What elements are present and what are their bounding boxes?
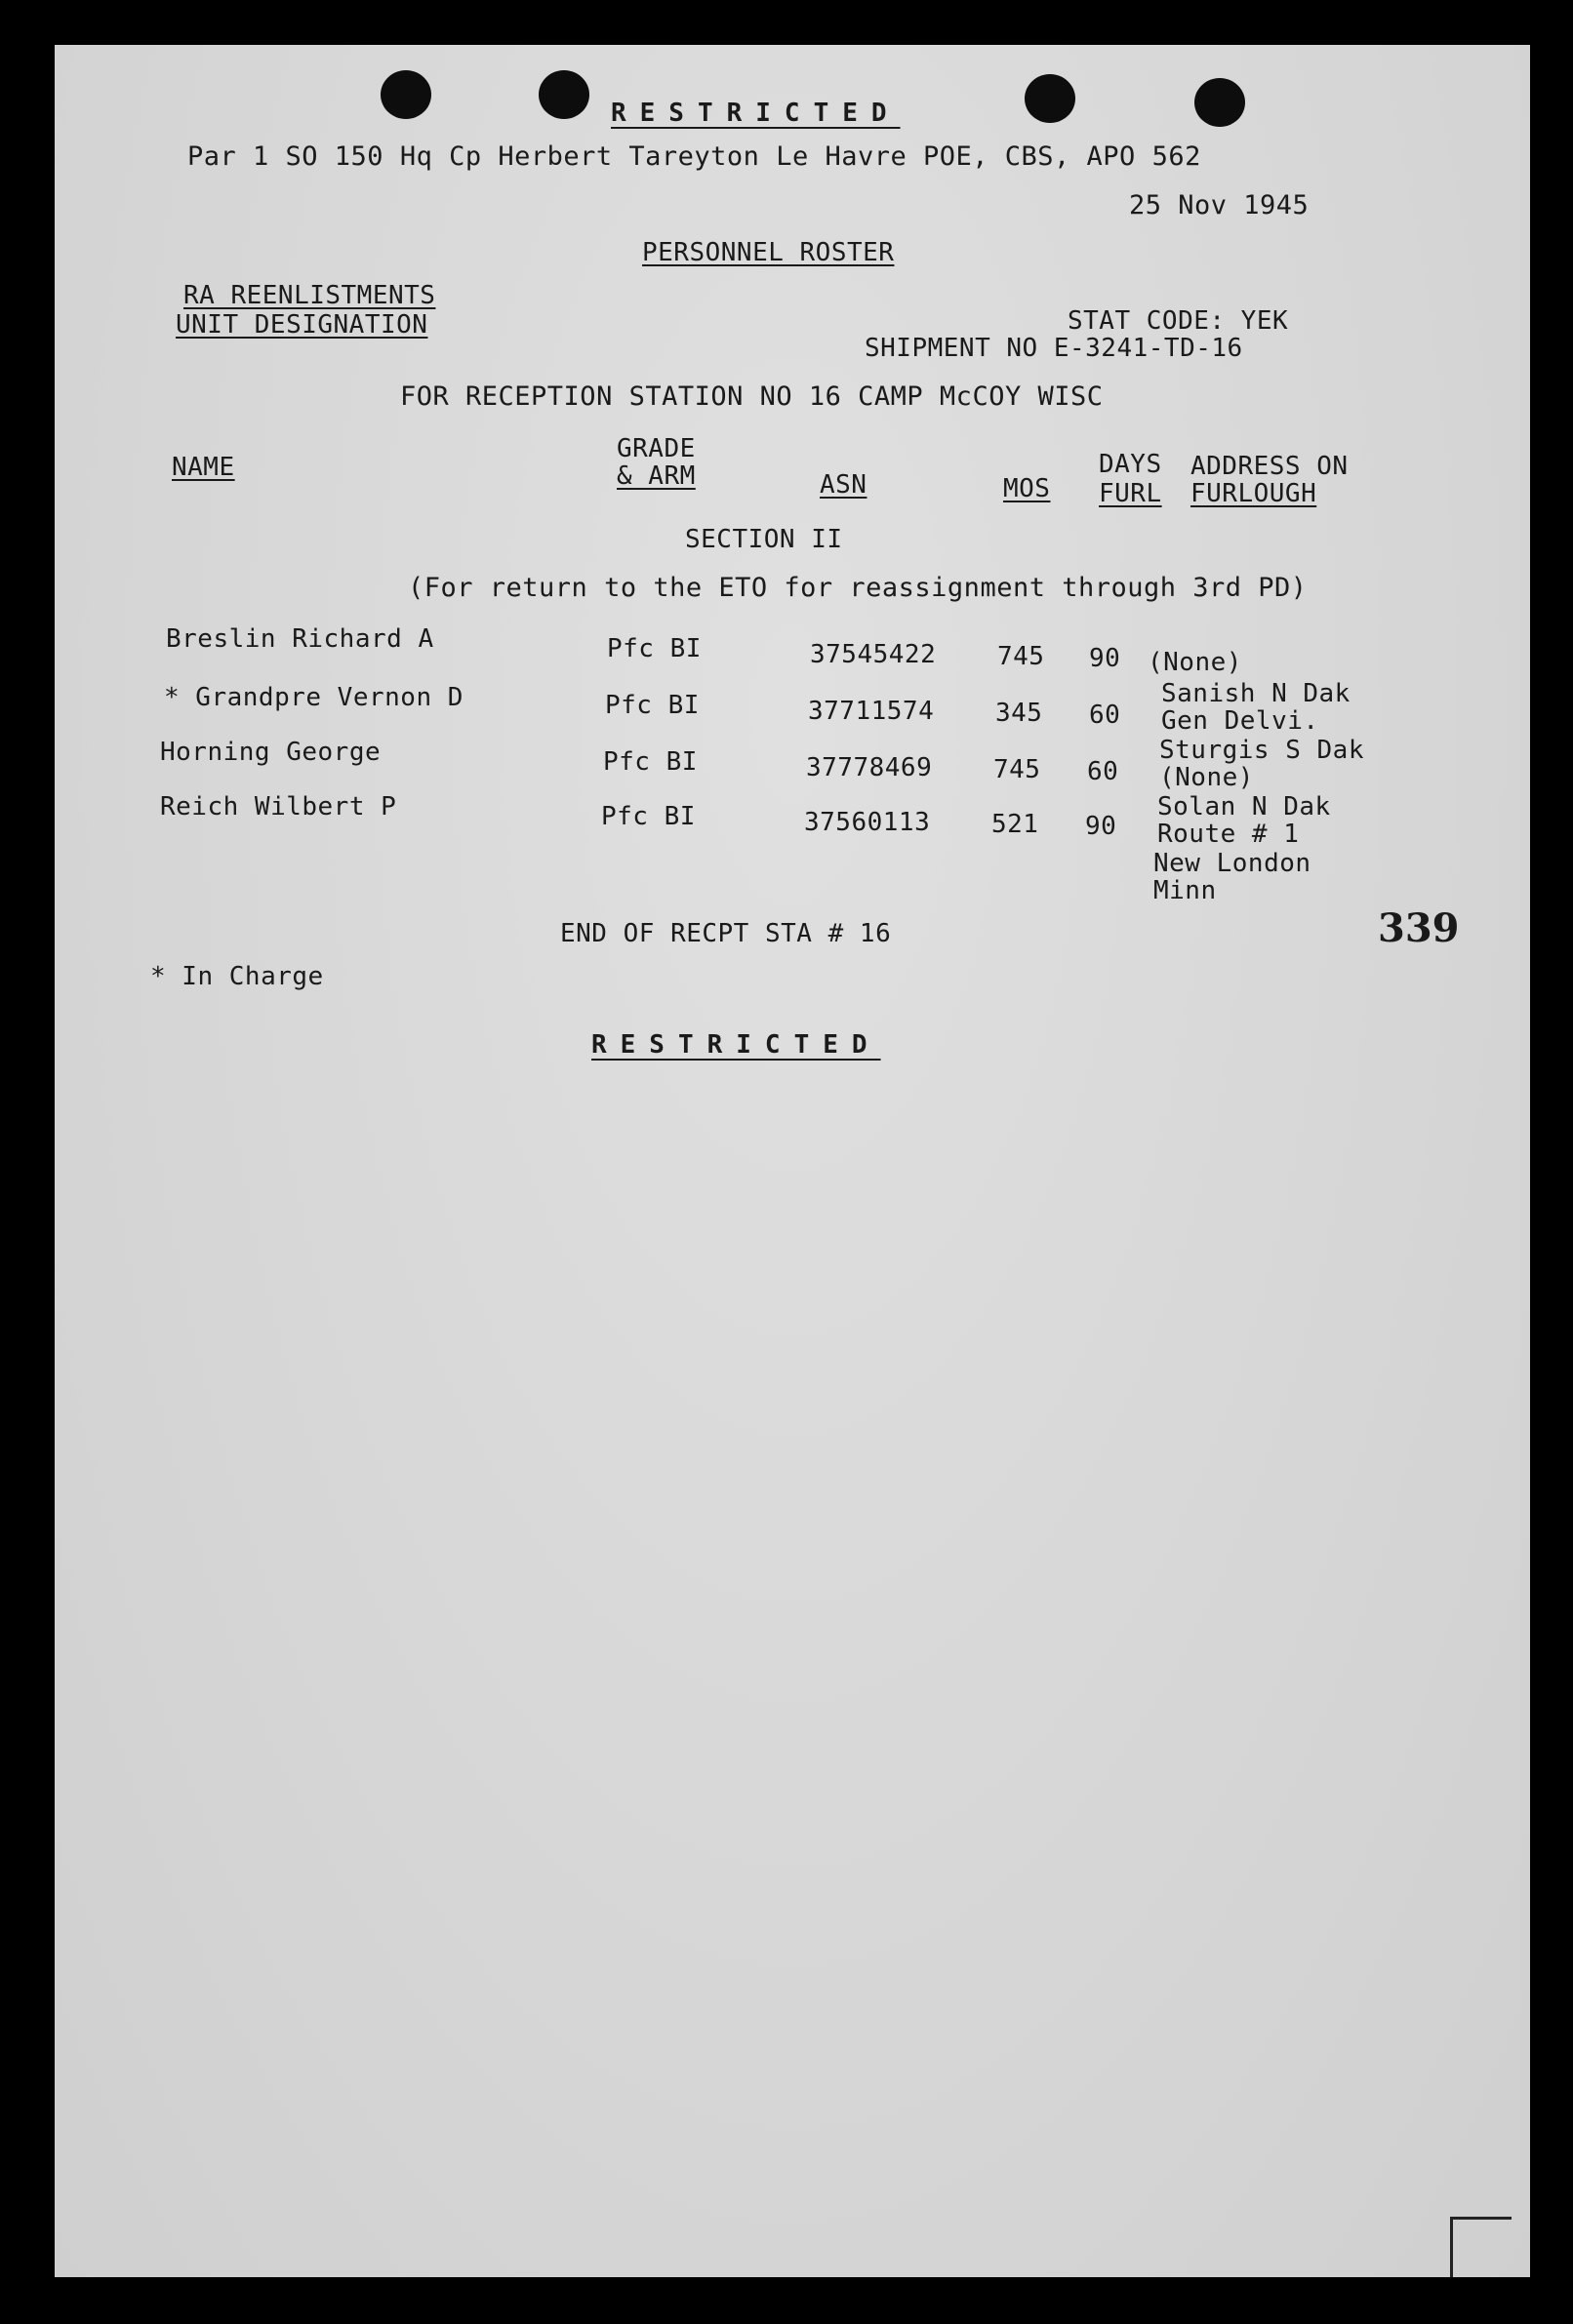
column-mos: MOS [1003,474,1051,503]
row-grade: Pfc BI [601,802,696,831]
punch-hole [1194,78,1245,127]
row-mos: 745 [993,755,1041,784]
row-address-2: (None) [1159,763,1254,792]
row-asn: 37560113 [804,808,931,837]
document-page [55,45,1530,2277]
column-address-line2: FURLOUGH [1190,479,1317,508]
row-days: 60 [1087,757,1119,786]
row-name: * Grandpre Vernon D [164,683,464,712]
punch-hole [539,70,589,119]
row-address-2: Route # 1 [1157,820,1300,849]
classification-bottom: RESTRICTED [591,1030,881,1060]
unit-line-1: RA REENLISTMENTS [183,281,436,310]
row-name: Breslin Richard A [166,624,434,654]
section-note: (For return to the ETO for reassignment through 3rd PD) [408,573,1308,603]
row-name: Horning George [160,738,382,767]
page-title: PERSONNEL ROSTER [642,238,895,267]
section-title: SECTION II [685,525,843,554]
row-name: Reich Wilbert P [160,792,397,821]
classification-top: RESTRICTED [611,99,901,128]
row-mos: 345 [995,699,1043,728]
row-mos: 745 [997,642,1045,671]
page-number: 339 [1378,905,1460,951]
stat-code: STAT CODE: YEK [1068,306,1289,336]
column-name: NAME [172,453,235,482]
column-grade-line2: & ARM [617,461,696,491]
column-grade-line1: GRADE [617,434,696,463]
row-address-1: Solan N Dak [1157,792,1331,821]
row-address-1: Sturgis S Dak [1159,736,1364,765]
row-asn: 37711574 [808,697,935,726]
footnote: * In Charge [150,962,324,991]
row-address-1: Sanish N Dak [1161,679,1351,708]
unit-line-2: UNIT DESIGNATION [176,310,428,340]
row-days: 90 [1085,812,1117,841]
column-days-line1: DAYS [1099,450,1162,479]
row-days: 60 [1089,701,1121,730]
order-date: 25 Nov 1945 [1129,190,1310,220]
row-mos: 521 [991,810,1039,839]
row-asn: 37545422 [810,640,937,669]
column-days-line2: FURL [1099,479,1162,508]
row-asn: 37778469 [806,753,933,782]
row-grade: Pfc BI [607,634,702,663]
extra-address-line1: New London [1153,849,1311,878]
column-asn: ASN [820,470,867,500]
corner-mark [1450,2217,1512,2277]
row-grade: Pfc BI [605,691,700,720]
shipment-number: SHIPMENT NO E-3241-TD-16 [865,334,1243,363]
row-address-2: Gen Delvi. [1161,706,1319,736]
row-days: 90 [1089,644,1121,673]
extra-address-line2: Minn [1153,876,1217,905]
order-line: Par 1 SO 150 Hq Cp Herbert Tareyton Le Havre POE, CBS, APO 562 [187,141,1201,172]
end-note: END OF RECPT STA # 16 [560,919,892,948]
punch-hole [381,70,431,119]
destination-line: FOR RECEPTION STATION NO 16 CAMP McCOY WISC [400,381,1104,412]
row-grade: Pfc BI [603,747,698,777]
column-address-line1: ADDRESS ON [1190,452,1349,481]
punch-hole [1025,74,1075,123]
row-address-1: (None) [1148,648,1242,677]
